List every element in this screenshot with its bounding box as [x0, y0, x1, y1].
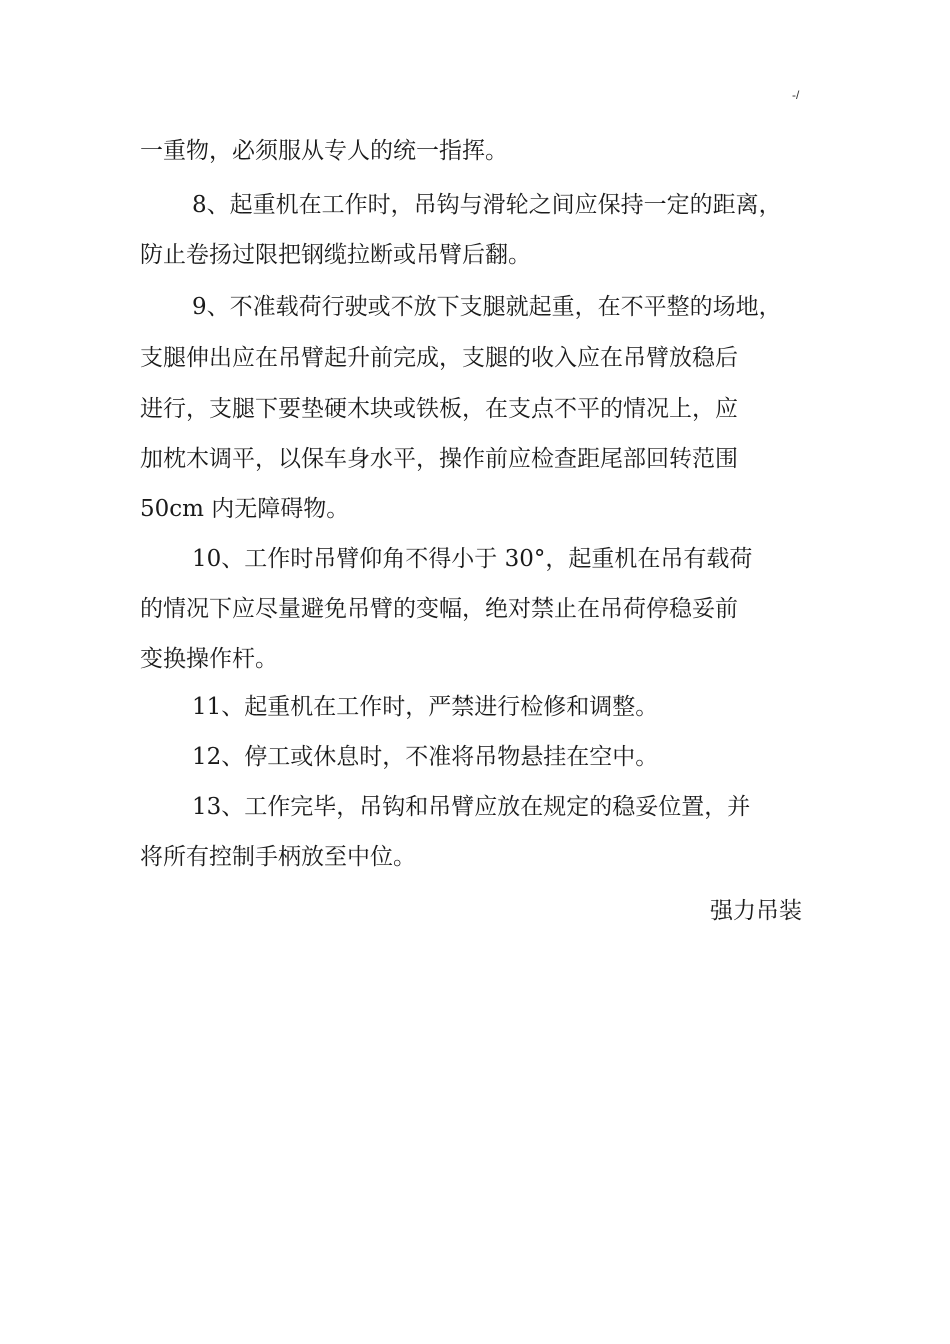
signature: 强力吊装 — [710, 898, 802, 924]
text-line: 12、停工或休息时，不准将吊物悬挂在空中。 — [192, 744, 659, 770]
text-line: 11、起重机在工作时，严禁进行检修和调整。 — [192, 694, 659, 720]
text-line: 13、工作完毕，吊钩和吊臂应放在规定的稳妥位置，并 — [192, 794, 751, 820]
text-line: 9、不准载荷行驶或不放下支腿就起重，在不平整的场地， — [192, 294, 782, 320]
text-line: 8、起重机在工作时，吊钩与滑轮之间应保持一定的距离， — [192, 192, 782, 218]
text-line: 50cm 内无障碍物。 — [140, 496, 350, 522]
page-header-mark: -/ — [792, 88, 800, 102]
text-line: 变换操作杆。 — [140, 646, 278, 672]
text-line: 加枕木调平，以保车身水平，操作前应检查距尾部回转范围 — [140, 446, 738, 472]
text-line: 将所有控制手柄放至中位。 — [140, 844, 416, 870]
text-line: 防止卷扬过限把钢缆拉断或吊臂后翻。 — [140, 242, 531, 268]
text-line: 进行，支腿下要垫硬木块或铁板，在支点不平的情况上，应 — [140, 396, 738, 422]
text-line: 10、工作时吊臂仰角不得小于 30°，起重机在吊有载荷 — [192, 546, 753, 572]
text-line: 一重物，必须服从专人的统一指挥。 — [140, 138, 508, 164]
text-line: 的情况下应尽量避免吊臂的变幅，绝对禁止在吊荷停稳妥前 — [140, 596, 738, 622]
text-line: 支腿伸出应在吊臂起升前完成，支腿的收入应在吊臂放稳后 — [140, 345, 738, 371]
